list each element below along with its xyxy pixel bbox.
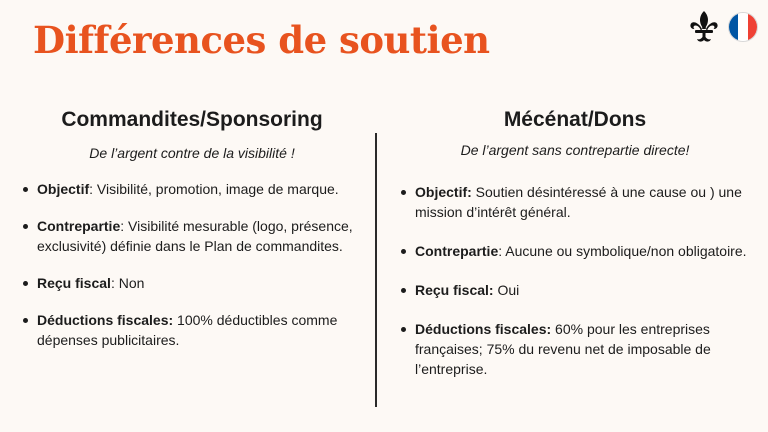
list-item (400, 319, 750, 379)
item-separator: : (120, 218, 129, 234)
item-text: Soutien désintéressé à une cause ou ) une mission d’intérêt général. (415, 184, 742, 220)
flag-group (688, 10, 758, 44)
france-flag-icon (728, 12, 758, 42)
item-separator: : (89, 181, 97, 197)
item-label: Contrepartie (415, 243, 499, 259)
mecenat-heading: Mécénat/Dons (503, 108, 647, 131)
item-label: Déductions fiscales: (37, 312, 174, 328)
item-text: 60% pour les entreprises françaises; 75% du revenu net de imposable de l’entreprise. (415, 321, 711, 377)
item-label: Déductions fiscales: (415, 321, 552, 337)
list-item (22, 179, 362, 199)
item-label: Objectif: (415, 184, 472, 200)
mecenat-column (400, 108, 750, 379)
item-label: Contrepartie (37, 218, 121, 234)
flag-stripe-blue (729, 13, 738, 41)
fleur-de-lis-icon (688, 10, 720, 44)
item-label: Reçu fiscal: (415, 282, 494, 298)
item-separator: : (110, 275, 119, 291)
list-item (400, 241, 750, 261)
item-text: Oui (497, 282, 520, 298)
flag-stripe-red (748, 13, 757, 41)
list-item (22, 273, 362, 293)
sponsoring-tagline: De l’argent contre de la visibilité ! (89, 145, 295, 161)
mecenat-list (400, 182, 750, 379)
list-item (22, 216, 362, 256)
sponsoring-heading: Commandites/Sponsoring (61, 108, 323, 131)
flag-stripe-white (738, 13, 747, 41)
item-text: Visibilité, promotion, image de marque. (96, 181, 339, 197)
sponsoring-column (22, 108, 362, 350)
item-label: Reçu fiscal (37, 275, 111, 291)
item-text: Visibilité mesurable (logo, présence, exclusivité) définie dans le Plan de commandites. (37, 218, 353, 254)
list-item (400, 280, 750, 300)
page-title: Différences de soutien (33, 18, 490, 62)
mecenat-tagline: De l’argent sans contrepartie directe! (460, 142, 690, 158)
item-text: 100% déductibles comme dépenses publicitaires. (37, 312, 338, 348)
item-text: Non (118, 275, 145, 291)
sponsoring-list (22, 179, 362, 350)
item-label: Objectif (37, 181, 90, 197)
column-divider (375, 133, 377, 407)
item-text: Aucune ou symbolique/non obligatoire. (505, 243, 747, 259)
list-item (22, 310, 362, 350)
list-item (400, 182, 750, 222)
item-separator: : (498, 243, 506, 259)
